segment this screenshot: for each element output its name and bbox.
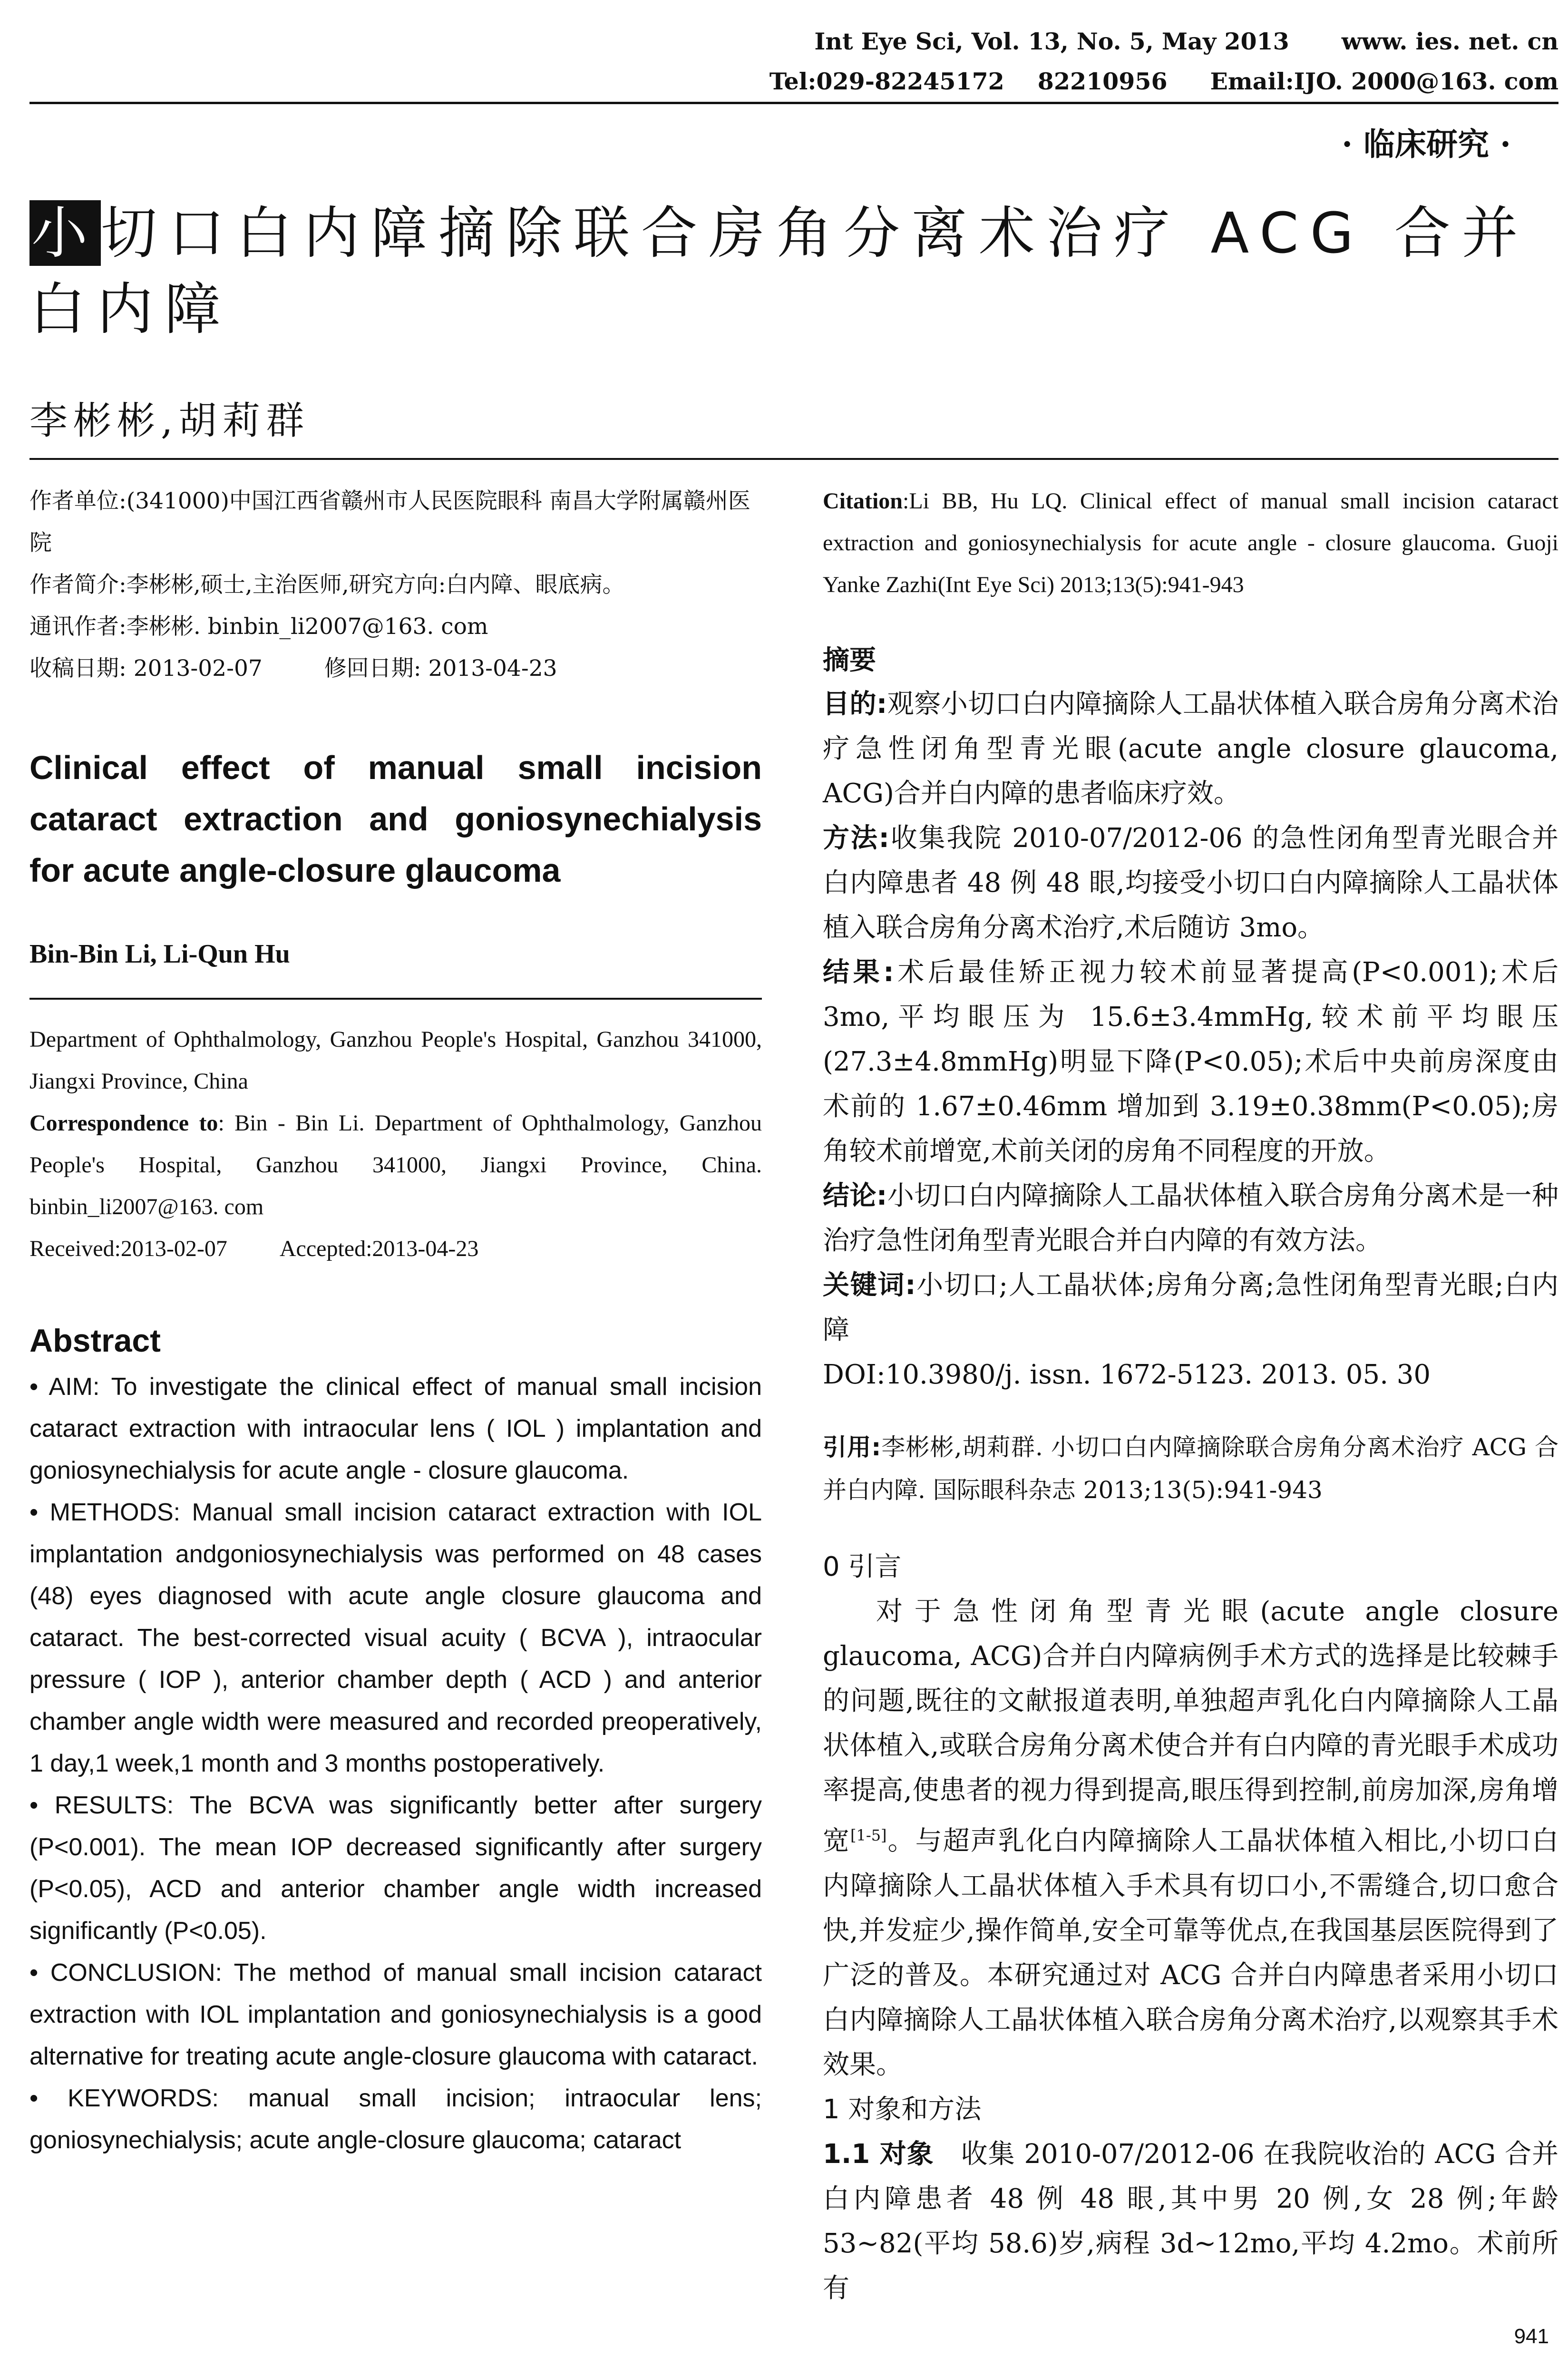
correspondence-text: : Bin - Bin Li. Department of Ophthalmology, Ganzhou People's Hospital, Ganzhou 341000, Jiangxi Province, China. binbin_li2007@163. com	[29, 1111, 762, 1219]
cn-citation	[823, 1426, 1558, 1511]
right-column	[823, 480, 1558, 2311]
cn-title-rest: 切口白内障摘除联合房角分离术治疗 ACG 合并白内障	[29, 200, 1529, 342]
citation-label: Citation	[823, 488, 903, 514]
journal-email[interactable]: Email:IJO. 2000@163. com	[1210, 68, 1558, 95]
cn-keywords-text: 小切口;人工晶状体;房角分离;急性闭角型青光眼;白内障	[823, 1270, 1558, 1345]
journal-citation: Int Eye Sci, Vol. 13, No. 5, May 2013	[814, 28, 1289, 55]
cn-title	[29, 195, 1558, 347]
cn-aim-text: 观察小切口白内障摘除人工晶状体植入联合房角分离术治疗急性闭角型青光眼(acute angle closure glaucoma, ACG)合并白内障的患者临床疗效。	[823, 689, 1558, 809]
journal-tel: Tel:029-82245172	[769, 68, 1004, 95]
doi[interactable]: DOI:10.3980/j. issn. 1672-5123. 2013. 05. 30	[823, 1359, 1431, 1390]
cn-abstract-conclusion	[823, 1174, 1558, 1263]
cn-citation-label: 引用:	[823, 1433, 881, 1461]
cn-citation-line	[823, 1426, 1558, 1511]
section-tag: · 临床研究 ·	[1342, 126, 1511, 163]
abstract-keywords: • KEYWORDS: manual small incision; intraocular lens; goniosynechialysis; acute angle-closure glaucoma; cataract	[29, 2085, 762, 2154]
cn-abstract-aim	[823, 682, 1558, 816]
cn-conclusion-label: 结论:	[823, 1180, 887, 1211]
intro-text-before: 对于急性闭角型青光眼(acute angle closure glaucoma, ACG)合并白内障病例手术方式的选择是比较棘手的问题,既往的文献报道表明,单独超声乳化白内障摘除人工晶状体植入,或联合房角分离术使合并有白内障的青光眼手术成功率提高,使患者的视力得到提高,眼压得到控制,前房加深,房角增宽	[823, 1596, 1558, 1857]
cn-dates	[29, 648, 762, 690]
cn-affiliation: 作者单位:(341000)中国江西省赣州市人民医院眼科 南昌大学附属赣州医院	[29, 488, 750, 556]
cn-abstract-keywords	[823, 1263, 1558, 1353]
cn-abstract-heading: 摘要	[823, 645, 876, 676]
methods-sub-text: 收集 2010-07/2012-06 在我院收治的 ACG 合并白内障患者 48 例 48 眼,其中男 20 例,女 28 例;年龄 53~82(平均 58.6)岁,病程 3d~12mo,平均 4.2mo。术前所有	[823, 2138, 1559, 2304]
cn-meta	[29, 480, 762, 690]
methods-subsection	[823, 2132, 1558, 2311]
cn-keywords-label: 关键词:	[823, 1270, 916, 1301]
cn-citation-text: 李彬彬,胡莉群. 小切口白内障摘除联合房角分离术治疗 ACG 合并白内障. 国际眼科杂志 2013;13(5):941-943	[823, 1433, 1558, 1504]
abstract-aim: • AIM: To investigate the clinical effect of manual small incision cataract extraction with intraocular lens ( IOL ) implantation and goniosynechialysis for acute angle - closure glaucoma.	[29, 1373, 762, 1484]
en-accepted: Accepted:2013-04-23	[279, 1236, 479, 1261]
cn-title-first-char: 小	[29, 200, 101, 266]
intro-citation-ref[interactable]: [1-5]	[850, 1826, 887, 1844]
abstract-results: • RESULTS: The BCVA was significantly better after surgery (P<0.001). The mean IOP decreased significantly after surgery (P<0.05), ACD and anterior chamber angle width increased significantly (P<0.05).	[29, 1792, 762, 1945]
intro-paragraph	[823, 1589, 1558, 2087]
cn-methods-text: 收集我院 2010-07/2012-06 的急性闭角型青光眼合并白内障患者 48 例 48 眼,均接受小切口白内障摘除人工晶状体植入联合房角分离术治疗,术后随访 3mo。	[823, 823, 1558, 943]
abstract-heading: Abstract	[29, 1323, 161, 1359]
en-title: Clinical effect of manual small incision cataract extraction and goniosynechialysis for acute angle-closure glaucoma	[29, 749, 762, 889]
abstract-conclusion: • CONCLUSION: The method of manual small incision cataract extraction with IOL implantation and goniosynechialysis is a good alternative for treating acute angle-closure glaucoma with cataract.	[29, 1959, 762, 2070]
cn-abstract-methods	[823, 816, 1558, 950]
methods-heading: 1 对象和方法	[823, 2094, 982, 2125]
abstract-body	[29, 1366, 762, 2161]
cn-author-bio: 作者简介:李彬彬,硕士,主治医师,研究方向:白内障、眼底病。	[29, 572, 625, 598]
en-authors: Bin-Bin Li, Li-Qun Hu	[29, 939, 290, 969]
journal-tel2: 82210956	[1037, 68, 1168, 95]
en-affiliation: Department of Ophthalmology, Ganzhou People's Hospital, Ganzhou 341000, Jiangxi Province, China	[29, 1027, 762, 1094]
cn-methods-label: 方法:	[823, 823, 889, 854]
cn-authors: 李彬彬,胡莉群	[29, 399, 310, 443]
intro-heading: 0 引言	[823, 1551, 902, 1582]
cn-correspondence: 通讯作者:李彬彬. binbin_li2007@163. com	[29, 614, 488, 640]
intro-text-after: 。与超声乳化白内障摘除人工晶状体植入相比,小切口白内障摘除人工晶状体植入手术具有切口小,不需缝合,切口愈合快,并发症少,操作简单,安全可靠等优点,在我国基层医院得到了广泛的普及。本研究通过对 ACG 合并白内障患者采用小切口白内障摘除人工晶状体植入联合房角分离术治疗,以观察其手术效果。	[823, 1825, 1558, 2080]
journal-header	[814, 28, 1558, 55]
en-received: Received:2013-02-07	[29, 1236, 227, 1261]
en-dates	[29, 1228, 762, 1270]
page-number: 941	[1514, 2325, 1549, 2348]
citation-text: :Li BB, Hu LQ. Clinical effect of manual small incision cataract extraction and goniosynechialysis for acute angle - closure glaucoma. Guoji Yanke Zazhi(Int Eye Sci) 2013;13(5):941-943	[823, 488, 1558, 597]
cn-conclusion-text: 小切口白内障摘除人工晶状体植入联合房角分离术是一种治疗急性闭角型青光眼合并白内障的有效方法。	[823, 1180, 1558, 1256]
journal-website[interactable]: www. ies. net. cn	[1341, 28, 1558, 55]
en-affiliation-block	[29, 1019, 762, 1270]
abstract-methods: • METHODS: Manual small incision cataract extraction with IOL implantation andgoniosynechialysis was performed on 48 cases (48) eyes diagnosed with acute angle closure glaucoma and cataract. The best-corrected visual acuity ( BCVA ), intraocular pressure ( IOP ), anterior chamber depth ( ACD ) and anterior chamber angle width were measured and recorded preoperatively, 1 day,1 week,1 month and 3 months postoperatively.	[29, 1499, 762, 1777]
cn-received: 收稿日期: 2013-02-07	[29, 655, 263, 682]
cn-results-label: 结果:	[823, 957, 894, 988]
cn-abstract-results	[823, 950, 1558, 1174]
title-rule	[29, 458, 1558, 460]
citation	[823, 480, 1558, 606]
en-author-rule	[29, 998, 762, 1000]
journal-contact	[769, 68, 1558, 95]
methods-sub-label: 1.1 对象	[823, 2138, 934, 2170]
cn-aim-label: 目的:	[823, 689, 887, 720]
en-correspondence	[29, 1102, 762, 1228]
cn-results-text: 术后最佳矫正视力较术前显著提高(P<0.001);术后 3mo,平均眼压为 15.6±3.4mmHg,较术前平均眼压(27.3±4.8mmHg)明显下降(P<0.05);术后中央前房深度由术前的 1.67±0.46mm 增加到 3.19±0.38mm(P<0.05);房角较术前增宽,术前关闭的房角不同程度的开放。	[823, 957, 1558, 1167]
header-rule	[29, 102, 1558, 104]
cn-revised: 修回日期: 2013-04-23	[324, 655, 557, 682]
cn-abstract	[823, 639, 1558, 1397]
correspondence-label: Correspondence to	[29, 1111, 218, 1136]
left-column	[29, 480, 762, 2161]
